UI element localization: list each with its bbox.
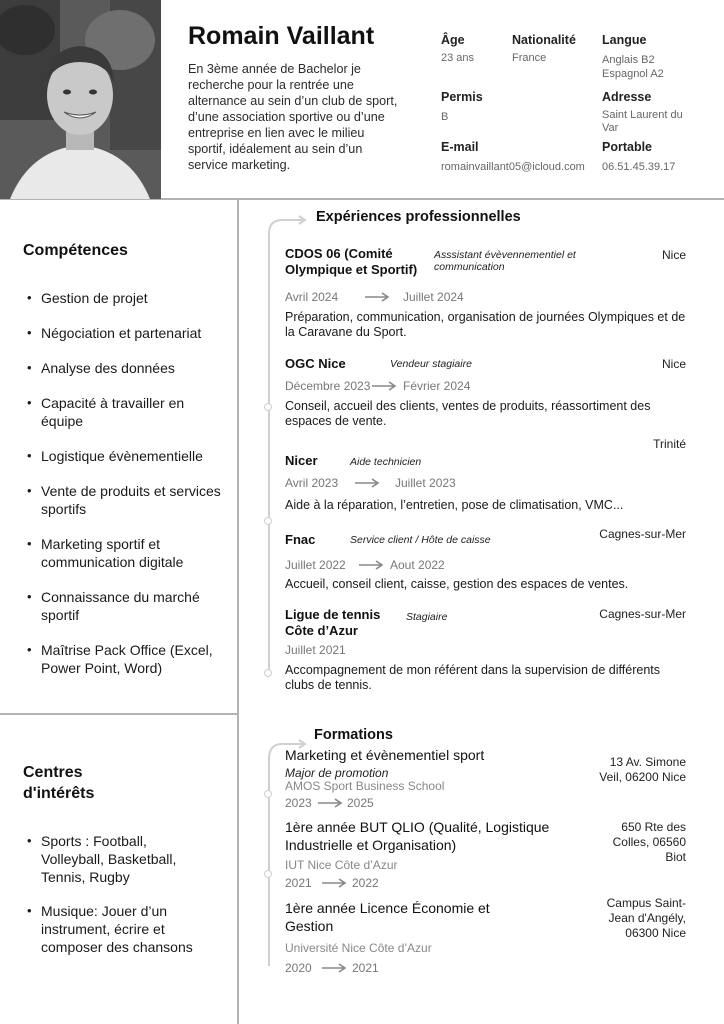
info-email [441,140,585,174]
skill-item: • Analyse des données [23,359,228,377]
timeline-dot [264,669,272,677]
permit-label: Permis [441,90,483,104]
arrow-right-icon [322,963,348,973]
email-value[interactable]: romainvaillant05@icloud.com [441,161,585,173]
profile-photo [0,0,161,199]
job-role: Aide technicien [350,456,422,468]
education-title-2: 1ère année BUT QLIO (Qualité, Logistique Industrielle et Organisation) [285,819,550,853]
job-location: Trinité [653,437,686,451]
address-value: Saint Laurent du Var [602,109,683,134]
language-value-1: Anglais B2 [602,54,655,66]
education-dates [285,796,405,810]
interest-item: • Musique: Jouer d’un instrument, écrire et composer des chansons [23,902,203,956]
phone-value[interactable]: 06.51.45.39.17 [602,161,676,173]
job-description: Accueil, conseil client, caisse, gestion des espaces de ventes. [285,577,629,591]
job-org: Fnac [285,532,316,547]
skill-item: • Gestion de projet [23,289,228,307]
info-phone [602,140,675,174]
education-start: 2020 [285,961,312,975]
arrow-right-icon [355,478,381,488]
nationality-value: France [512,52,547,64]
education-end: 2022 [352,876,379,890]
experience-timeline [268,232,270,674]
job-org: OGC Nice [285,356,346,371]
education-end: 2021 [352,961,379,975]
education-school: IUT Nice Côte d’Azur [285,858,398,872]
skills-title: Compétences [23,242,128,259]
info-address [602,90,702,135]
skill-item: • Logistique évènementielle [23,447,228,465]
skill-item: • Vente de produits et services sportifs [23,482,228,518]
info-nationality [512,33,576,65]
timeline-dot [264,403,272,411]
age-value: 23 ans [441,52,475,64]
job-end: Aout 2022 [390,558,445,572]
info-language [602,33,664,81]
job-location: Cagnes-sur-Mer [599,607,686,621]
address-label: Adresse [602,90,652,104]
job-start: Décembre 2023 [285,379,371,393]
arrow-right-icon [318,798,344,808]
job-location: Cagnes-sur-Mer [599,527,686,541]
job-end: Juillet 2024 [403,290,464,304]
education-end: 2025 [347,796,374,810]
education-location: 650 Rte des Colles, 06560 Biot [612,820,686,864]
interests-title: Centres d'intérêts [23,764,95,802]
phone-label: Portable [602,140,653,154]
education-title-3: 1ère année Licence Économie et Gestion [285,900,490,934]
job-dates [285,476,485,490]
job-role: Service client / Hôte de caisse [350,534,491,546]
job-org: Nicer [285,453,318,468]
job-description: Conseil, accueil des clients, ventes de produits, réassortiment des espaces de vente. [285,399,651,428]
job-start: Avril 2023 [285,476,339,490]
experience-title: Expériences professionnelles [316,209,521,225]
email-label: E-mail [441,140,479,154]
interest-item: • Sports : Football, Volleyball, Basketball, Tennis, Rugby [23,832,203,886]
age-label: Âge [441,33,465,47]
interests-list [23,832,203,956]
left-section-divider [0,713,238,715]
job-location: Nice [661,357,686,371]
job-org: Ligue de tennis Côte d’Azur [285,607,381,638]
job-role: Asssistant évèvennementiel et communication [434,249,576,273]
language-value-2: Espagnol A2 [602,68,664,80]
education-location: 13 Av. Simone Veil, 06200 Nice [599,755,686,784]
profile-summary: En 3ème année de Bachelor je recherche pour la rentrée une alternance au sein d’un club de sport, d’une association sportive ou d’une entreprise en lien avec le milieu sportif, idéalement au sein d’un service marketing. [188,62,398,172]
experience-arrow-icon [266,214,308,234]
job-start: Juillet 2021 [285,643,346,657]
job-role: Stagiaire [406,611,448,623]
education-honor: Major de promotion [285,766,389,780]
info-age [441,33,474,65]
nationality-label: Nationalité [512,33,576,47]
arrow-right-icon [322,878,348,888]
education-location: Campus Saint-Jean d'Angély, 06300 Nice [606,896,686,940]
info-permit [441,90,483,124]
education-title-1: Marketing et évènementiel sport [285,747,485,763]
job-org: CDOS 06 (Comité Olympique et Sportif) [285,246,418,277]
job-role: Vendeur stagiaire [390,358,472,370]
skill-item: • Connaissance du marché sportif [23,588,228,624]
job-start: Juillet 2022 [285,558,346,572]
portrait-illustration [0,0,161,199]
job-location: Nice [661,248,686,262]
permit-value: B [441,111,449,123]
education-school: AMOS Sport Business School [285,779,445,793]
education-title: Formations [314,727,393,743]
job-start: Avril 2024 [285,290,339,304]
job-dates [285,558,485,572]
education-dates [285,961,405,975]
header [0,0,724,200]
skills-list [23,289,228,677]
candidate-name: Romain Vaillant [188,22,375,50]
skill-item: • Négociation et partenariat [23,324,228,342]
skill-item: • Maîtrise Pack Office (Excel, Power Point, Word) [23,641,228,677]
language-label: Langue [602,33,647,47]
job-description: Accompagnement de mon référent dans la supervision de différents clubs de tennis. [285,663,660,692]
education-start: 2021 [285,876,312,890]
job-dates [285,643,485,657]
timeline-dot [264,870,272,878]
job-end: Février 2024 [403,379,471,393]
arrow-right-icon [359,560,385,570]
job-description: Aide à la réparation, l’entretien, pose de climatisation, VMC... [285,498,624,512]
job-dates [285,379,505,393]
arrow-right-icon [365,292,391,302]
column-divider [237,200,239,1024]
skill-item: • Capacité à travailler en équipe [23,394,228,430]
job-end: Juillet 2023 [395,476,456,490]
arrow-right-icon [372,381,398,391]
education-dates [285,876,405,890]
job-description: Préparation, communication, organisation de journées Olympiques et de la Caravane du Sport. [285,310,686,339]
timeline-dot [264,517,272,525]
education-school: Université Nice Côte d’Azur [285,941,432,955]
timeline-dot [264,790,272,798]
education-start: 2023 [285,796,312,810]
skill-item: • Marketing sportif et communication digitale [23,535,228,571]
job-dates [285,290,485,304]
